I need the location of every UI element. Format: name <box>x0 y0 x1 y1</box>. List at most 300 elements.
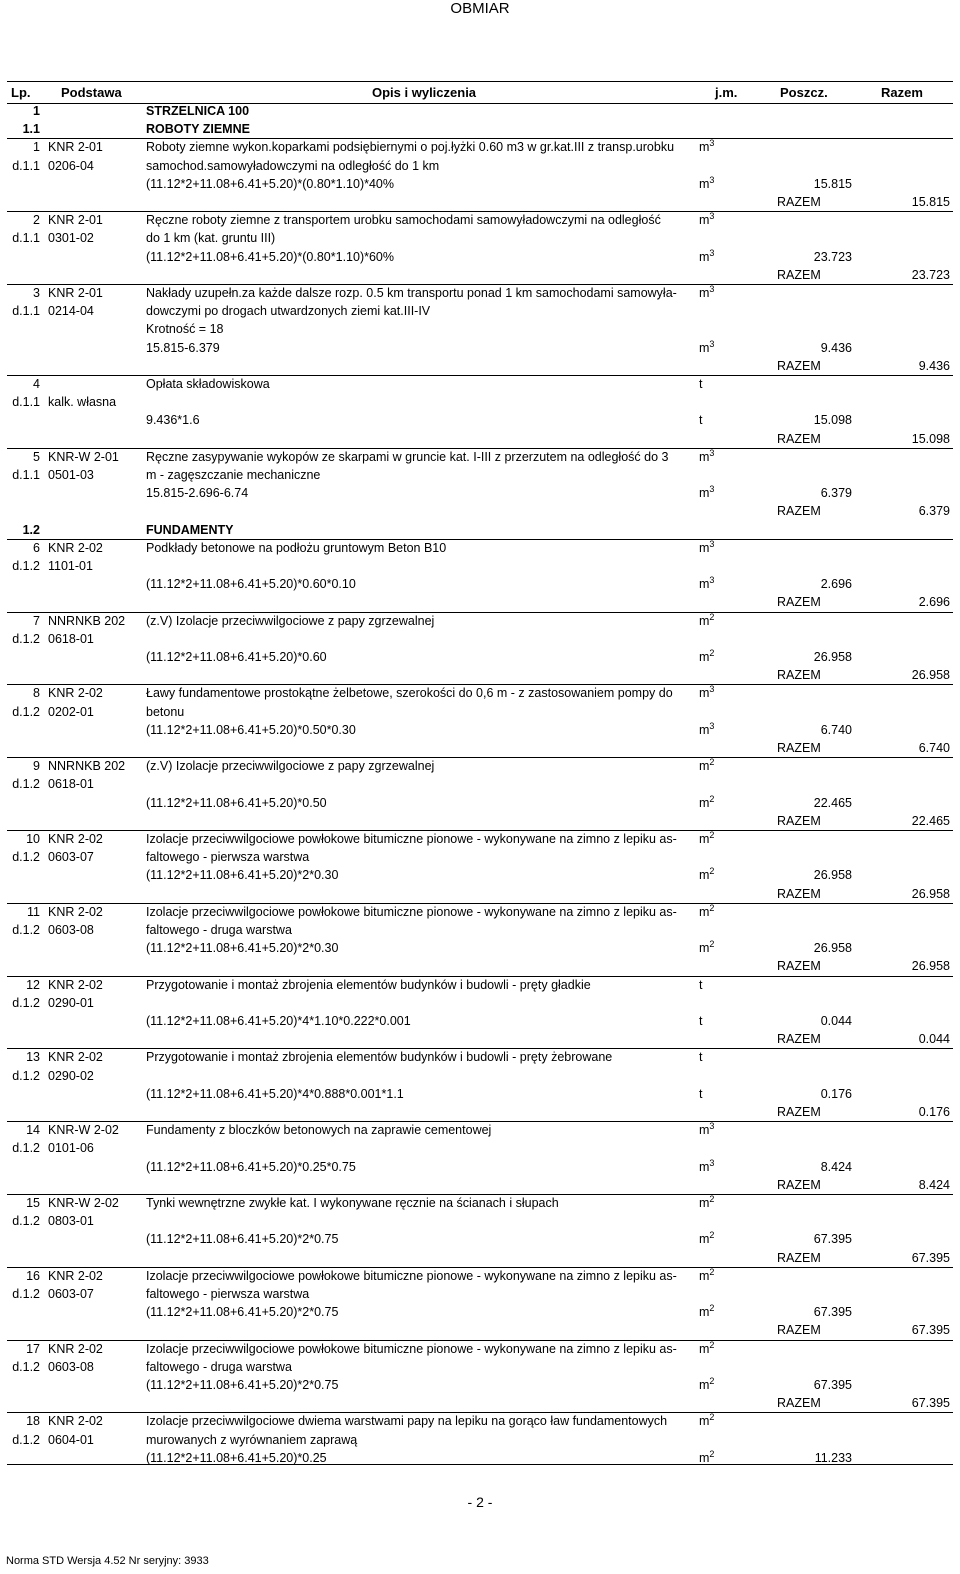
item-description-line: Podkłady betonowe na podłożu gruntowym Beton B10 <box>146 540 447 555</box>
item-number: 8 <box>33 686 40 701</box>
item-line <box>7 1340 953 1358</box>
item-unit-exponent: 2 <box>709 611 715 622</box>
item-source-catalog: KNR 2-02 <box>48 1268 103 1283</box>
item-quantity: 15.815 <box>813 176 852 191</box>
item-description-line: (z.V) Izolacje przeciwwilgociowe z papy zgrzewalnej <box>146 613 435 628</box>
item-line <box>7 703 953 721</box>
razem-row <box>7 957 953 975</box>
item-line <box>7 830 953 848</box>
item-quantity: 2.696 <box>820 577 852 592</box>
razem-label: RAZEM <box>777 813 821 828</box>
calc-unit-exponent: 2 <box>709 1448 715 1459</box>
item-unit <box>699 1340 714 1358</box>
item-calculation: (11.12*2+11.08+6.41+5.20)*(0.80*1.10)*40% <box>146 176 394 191</box>
item-unit-base: t <box>699 1050 703 1065</box>
item-unit <box>699 903 714 921</box>
calc-unit-base: m <box>699 650 710 664</box>
item-source-position: 0501-03 <box>48 468 94 482</box>
item-line <box>7 976 953 994</box>
calculation-row <box>7 939 953 957</box>
item-description-line: do 1 km (kat. gruntu III) <box>146 231 276 246</box>
item-source-position: 0604-01 <box>48 1432 94 1447</box>
section-number: 1.1 <box>22 122 40 137</box>
calculation-row <box>7 866 953 884</box>
item-ref: d.1.2 <box>12 995 40 1010</box>
item-unit-exponent: 2 <box>709 757 715 768</box>
razem-label: RAZEM <box>777 267 821 282</box>
item-unit-base: m <box>699 1196 710 1210</box>
item-calculation: 15.815-6.379 <box>146 340 220 355</box>
item-description-line: samochod.samowyładowczymi na odległość do 1 km <box>146 158 440 173</box>
item-quantity: 26.958 <box>813 868 852 883</box>
item-number: 9 <box>33 759 40 774</box>
calc-unit <box>699 866 714 884</box>
item-number: 12 <box>26 977 40 992</box>
item-source-position: 0603-07 <box>48 850 94 865</box>
calc-unit-exponent: 2 <box>709 866 715 877</box>
razem-row <box>7 1103 953 1121</box>
calc-unit-exponent: 3 <box>709 247 715 258</box>
item-description-line: Krotność = 18 <box>146 322 224 337</box>
calc-unit-base: m <box>699 1159 710 1174</box>
razem-row <box>7 357 953 375</box>
item-description-line: Ławy fundamentowe prostokątne żelbetowe, szerokości do 0,6 m - z zastosowaniem pompy do <box>146 686 673 701</box>
item-description-line: (z.V) Izolacje przeciwwilgociowe z papy zgrzewalnej <box>146 759 435 774</box>
razem-total: 2.696 <box>918 595 950 610</box>
item-description-line: Ręczne roboty ziemne z transportem urobku samochodami samowyładowczymi na odległość <box>146 213 661 228</box>
calc-unit <box>699 1012 702 1030</box>
calc-unit <box>699 175 714 193</box>
calc-unit <box>699 575 714 593</box>
item-number: 13 <box>26 1050 40 1065</box>
section-title: STRZELNICA 100 <box>146 104 250 118</box>
item-line <box>7 1412 953 1430</box>
item-ref: d.1.2 <box>12 1359 40 1374</box>
item-quantity: 67.395 <box>813 1378 852 1392</box>
item-calculation: (11.12*2+11.08+6.41+5.20)*4*1.10*0.222*0.001 <box>146 1014 411 1028</box>
calc-unit-base: m <box>699 1305 710 1320</box>
section-number: 1.2 <box>22 522 40 537</box>
item-number: 14 <box>26 1123 40 1138</box>
item-ref: d.1.2 <box>12 559 40 573</box>
header-jm: j.m. <box>715 85 738 100</box>
page-number: - 2 - <box>467 1494 493 1510</box>
calculation-row <box>7 648 953 666</box>
calc-unit-base: t <box>699 1086 703 1101</box>
item-unit <box>699 539 714 557</box>
item-unit-exponent: 3 <box>709 684 715 695</box>
item-unit <box>699 1412 714 1430</box>
calculation-row <box>7 1376 953 1394</box>
calc-unit-exponent: 3 <box>709 174 715 185</box>
calculation-row <box>7 175 953 193</box>
item-line <box>7 1121 953 1139</box>
razem-label: RAZEM <box>777 195 821 209</box>
item-description-line: Izolacje przeciwwilgociowe dwiema warstwami papy na lepiku na gorąco ław fundamentowych <box>146 1414 668 1429</box>
item-unit <box>699 976 702 994</box>
item-unit-exponent: 2 <box>709 1412 715 1423</box>
item-description-line: dowczymi po drogach utwardzonych ziemi kat.III-IV <box>146 304 431 319</box>
razem-label: RAZEM <box>777 1396 821 1411</box>
item-description-line: betonu <box>146 704 185 719</box>
calc-unit-exponent: 3 <box>709 575 715 586</box>
calculation-row <box>7 794 953 812</box>
calc-unit <box>699 794 714 812</box>
item-unit <box>699 1194 714 1212</box>
razem-label: RAZEM <box>777 358 821 373</box>
razem-label: RAZEM <box>777 595 821 610</box>
item-calculation: (11.12*2+11.08+6.41+5.20)*0.25 <box>146 1450 327 1465</box>
item-unit <box>699 757 714 775</box>
item-unit <box>699 1121 714 1139</box>
item-line <box>7 775 953 793</box>
item-ref: d.1.2 <box>12 850 40 865</box>
item-calculation: (11.12*2+11.08+6.41+5.20)*0.60 <box>146 650 327 664</box>
table-header <box>7 81 953 104</box>
item-description-line: murowanych z wyrównaniem zaprawą <box>146 1432 358 1447</box>
razem-row <box>7 430 953 448</box>
item-description-line: faltowego - pierwsza warstwa <box>146 1287 310 1301</box>
item-description-line: Tynki wewnętrzne zwykłe kat. I wykonywane ręcznie na ścianach i słupach <box>146 1196 559 1210</box>
item-number: 1 <box>33 140 40 155</box>
calc-unit <box>699 721 714 739</box>
item-number: 16 <box>26 1268 40 1283</box>
header-podstawa: Podstawa <box>61 85 122 100</box>
item-number: 11 <box>27 904 40 919</box>
razem-total: 15.815 <box>911 195 950 209</box>
item-line <box>7 229 953 247</box>
item-ref: d.1.2 <box>12 1287 40 1301</box>
calc-unit-base: m <box>699 1378 710 1392</box>
item-unit-exponent: 2 <box>709 829 715 840</box>
razem-label: RAZEM <box>777 959 821 974</box>
item-source-catalog: KNR 2-02 <box>48 1414 103 1429</box>
item-unit <box>699 211 714 229</box>
item-number: 4 <box>33 377 40 391</box>
calc-unit <box>699 339 714 357</box>
calc-unit-base: m <box>699 1450 710 1465</box>
item-ref: d.1.2 <box>12 923 40 937</box>
item-number: 7 <box>33 613 40 628</box>
razem-total: 9.436 <box>918 358 950 373</box>
calculation-row <box>7 1085 953 1103</box>
item-unit-base: m <box>699 213 710 228</box>
item-line <box>7 903 953 921</box>
calc-unit <box>699 1085 702 1103</box>
item-ref: d.1.2 <box>12 1432 40 1447</box>
razem-total: 0.176 <box>918 1105 950 1119</box>
item-unit-exponent: 2 <box>709 902 715 913</box>
razem-total: 67.395 <box>911 1396 950 1411</box>
item-line <box>7 393 953 411</box>
item-unit-exponent: 3 <box>709 538 715 549</box>
item-number: 6 <box>33 540 40 555</box>
razem-label: RAZEM <box>777 1250 821 1265</box>
item-unit <box>699 830 714 848</box>
item-ref: d.1.2 <box>12 1141 40 1156</box>
item-unit-base: m <box>699 540 710 555</box>
item-line <box>7 138 953 156</box>
item-source-position: 0618-01 <box>48 777 94 792</box>
item-quantity: 67.395 <box>813 1232 852 1247</box>
item-source-position: 0603-07 <box>48 1287 94 1301</box>
calc-unit-base: m <box>699 249 710 264</box>
item-source-catalog: KNR 2-02 <box>48 832 103 846</box>
item-line <box>7 612 953 630</box>
item-source-catalog: KNR-W 2-02 <box>48 1123 119 1138</box>
razem-row <box>7 666 953 684</box>
item-ref: d.1.1 <box>12 158 40 173</box>
item-line <box>7 757 953 775</box>
calc-unit <box>699 1303 714 1321</box>
item-unit-exponent: 3 <box>709 138 715 149</box>
calc-unit-base: m <box>699 795 710 810</box>
item-unit-base: m <box>699 140 710 155</box>
item-line <box>7 1358 953 1376</box>
item-unit-exponent: 2 <box>709 1339 715 1350</box>
item-description-line: Fundamenty z bloczków betonowych na zaprawie cementowej <box>146 1123 492 1138</box>
item-unit-exponent: 3 <box>709 211 715 222</box>
calculation-row <box>7 484 953 502</box>
razem-total: 22.465 <box>911 813 950 828</box>
razem-label: RAZEM <box>777 1032 821 1047</box>
razem-label: RAZEM <box>777 431 821 446</box>
item-source-position: 0618-01 <box>48 631 94 646</box>
item-number: 3 <box>33 286 40 300</box>
item-quantity: 8.424 <box>820 1159 852 1174</box>
table-bottom-rule <box>7 1464 953 1465</box>
item-ref: d.1.2 <box>12 631 40 646</box>
item-unit-base: m <box>699 686 710 701</box>
razem-label: RAZEM <box>777 1177 821 1192</box>
razem-total: 23.723 <box>911 267 950 282</box>
item-description-line: m - zagęszczanie mechaniczne <box>146 468 321 482</box>
item-description-line: Ręczne zasypywanie wykopów ze skarpami w gruncie kat. I-III z przerzutem na odległość do 3 <box>146 449 669 464</box>
item-unit <box>699 612 714 630</box>
section-row <box>7 102 953 120</box>
item-source-catalog: KNR 2-02 <box>48 686 103 701</box>
item-line <box>7 1194 953 1212</box>
item-description-line: faltowego - pierwsza warstwa <box>146 850 310 865</box>
item-line <box>7 1048 953 1066</box>
calculation-row <box>7 248 953 266</box>
item-description-line: Opłata składowiskowa <box>146 377 270 391</box>
item-line <box>7 1431 953 1449</box>
item-source-position: 0603-08 <box>48 923 94 937</box>
item-unit-base: m <box>699 1123 710 1138</box>
item-source-catalog: KNR 2-02 <box>48 1050 103 1065</box>
item-description-line: faltowego - druga warstwa <box>146 1359 292 1374</box>
calc-unit-exponent: 3 <box>709 338 715 349</box>
item-calculation: 9.436*1.6 <box>146 413 200 428</box>
razem-row <box>7 885 953 903</box>
item-source-catalog: KNR-W 2-02 <box>48 1196 119 1210</box>
item-line <box>7 211 953 229</box>
calc-unit-exponent: 3 <box>709 720 715 731</box>
razem-label: RAZEM <box>777 741 821 755</box>
item-source-catalog: KNR 2-01 <box>48 213 103 228</box>
calc-unit-exponent: 2 <box>709 1303 715 1314</box>
item-quantity: 0.176 <box>820 1086 852 1101</box>
header-lp: Lp. <box>11 85 31 100</box>
calc-unit <box>699 411 702 429</box>
item-source-catalog: KNR 2-02 <box>48 540 103 555</box>
item-calculation: (11.12*2+11.08+6.41+5.20)*0.50*0.30 <box>146 722 356 737</box>
razem-row <box>7 193 953 211</box>
razem-row <box>7 266 953 284</box>
razem-total: 67.395 <box>911 1250 950 1265</box>
item-description-line: Nakłady uzupełn.za każde dalsze rozp. 0.5 km transportu ponad 1 km samochodami samowyła- <box>146 286 677 300</box>
item-unit-base: t <box>699 377 703 391</box>
item-unit <box>699 448 714 466</box>
item-quantity: 9.436 <box>820 340 852 355</box>
razem-total: 26.958 <box>911 959 950 974</box>
item-unit-base: m <box>699 449 710 464</box>
item-line <box>7 320 953 338</box>
item-unit <box>699 138 714 156</box>
item-source-catalog: NNRNKB 202 <box>48 759 126 774</box>
page-title: OBMIAR <box>450 0 510 17</box>
header-opis: Opis i wyliczenia <box>372 85 477 100</box>
footer-software-info: Norma STD Wersja 4.52 Nr seryjny: 3933 <box>6 1555 209 1567</box>
item-quantity: 6.379 <box>820 486 852 501</box>
item-line <box>7 157 953 175</box>
item-description-line: faltowego - druga warstwa <box>146 923 292 937</box>
razem-row <box>7 1249 953 1267</box>
item-description-line: Roboty ziemne wykon.koparkami podsiębiernymi o poj.łyżki 0.60 m3 w gr.kat.III z transp.urobku <box>146 140 675 155</box>
item-description-line: Przygotowanie i montaż zbrojenia elementów budynków i budowli - pręty gładkie <box>146 977 591 992</box>
item-unit-base: m <box>699 904 710 919</box>
item-unit-exponent: 3 <box>709 283 715 294</box>
razem-row <box>7 502 953 520</box>
item-quantity: 26.958 <box>813 941 852 956</box>
item-quantity: 22.465 <box>813 795 852 810</box>
item-number: 10 <box>26 832 40 846</box>
item-source-catalog: KNR 2-02 <box>48 1341 103 1356</box>
item-description-line: Izolacje przeciwwilgociowe powłokowe bitumiczne pionowe - wykonywane na zimno z lepiku as- <box>146 832 677 846</box>
item-line <box>7 848 953 866</box>
item-source-position: 0803-01 <box>48 1214 94 1229</box>
header-poszcz: Poszcz. <box>780 85 828 100</box>
item-unit <box>699 1048 702 1066</box>
item-unit-exponent: 2 <box>709 1266 715 1277</box>
item-number: 18 <box>26 1414 40 1429</box>
calc-unit-base: m <box>699 340 710 355</box>
calc-unit-base: t <box>699 1014 703 1028</box>
item-number: 15 <box>26 1196 40 1210</box>
item-ref: d.1.2 <box>12 777 40 792</box>
calculation-row <box>7 411 953 429</box>
calc-unit <box>699 248 714 266</box>
calc-unit-exponent: 2 <box>709 793 715 804</box>
calc-unit-base: m <box>699 577 710 592</box>
item-number: 17 <box>26 1341 40 1356</box>
item-calculation: (11.12*2+11.08+6.41+5.20)*0.25*0.75 <box>146 1159 356 1174</box>
razem-label: RAZEM <box>777 504 821 519</box>
item-quantity: 23.723 <box>813 249 852 264</box>
calculation-row <box>7 575 953 593</box>
calc-unit-base: t <box>699 413 703 428</box>
razem-label: RAZEM <box>777 668 821 683</box>
item-quantity: 26.958 <box>813 650 852 664</box>
calc-unit-base: m <box>699 941 710 956</box>
item-line <box>7 1139 953 1157</box>
item-unit-base: m <box>699 613 710 628</box>
calc-unit <box>699 1376 714 1394</box>
item-calculation: (11.12*2+11.08+6.41+5.20)*4*0.888*0.001*1.1 <box>146 1086 404 1101</box>
item-quantity: 67.395 <box>813 1305 852 1320</box>
calc-unit <box>699 1230 714 1248</box>
calc-unit-base: m <box>699 176 710 191</box>
calc-unit <box>699 939 714 957</box>
item-source-position: 0603-08 <box>48 1359 94 1374</box>
calc-unit <box>699 648 714 666</box>
item-calculation: (11.12*2+11.08+6.41+5.20)*2*0.30 <box>146 941 339 956</box>
calc-unit-exponent: 3 <box>709 484 715 495</box>
razem-total: 26.958 <box>911 668 950 683</box>
calculation-row <box>7 1230 953 1248</box>
calc-unit-exponent: 3 <box>709 1157 715 1168</box>
razem-label: RAZEM <box>777 1105 821 1119</box>
item-ref: d.1.1 <box>12 395 40 410</box>
item-line <box>7 539 953 557</box>
calc-unit-exponent: 2 <box>709 939 715 950</box>
item-source-position: 0214-04 <box>48 304 94 319</box>
item-source-position: 0101-06 <box>48 1141 94 1156</box>
item-calculation: 15.815-2.696-6.74 <box>146 486 249 501</box>
calc-unit-base: m <box>699 868 710 883</box>
razem-total: 8.424 <box>918 1177 950 1192</box>
item-source-position: 0290-01 <box>48 995 94 1010</box>
item-number: 2 <box>33 213 40 228</box>
item-unit-base: m <box>699 1268 710 1283</box>
item-line <box>7 1212 953 1230</box>
item-unit-exponent: 2 <box>709 1193 715 1204</box>
item-ref: d.1.2 <box>12 1214 40 1229</box>
section-title: FUNDAMENTY <box>146 522 234 537</box>
header-razem: Razem <box>881 85 923 100</box>
item-source-catalog: KNR 2-02 <box>48 977 103 992</box>
item-source-position: 0290-02 <box>48 1068 94 1083</box>
item-description-line: Przygotowanie i montaż zbrojenia elementów budynków i budowli - pręty żebrowane <box>146 1050 613 1065</box>
item-calculation: (11.12*2+11.08+6.41+5.20)*(0.80*1.10)*60% <box>146 249 394 264</box>
item-unit-base: m <box>699 832 710 846</box>
item-description-line: Izolacje przeciwwilgociowe powłokowe bitumiczne pionowe - wykonywane na zimno z lepiku as- <box>146 1341 677 1356</box>
razem-row <box>7 1321 953 1339</box>
item-source-catalog: KNR 2-01 <box>48 286 103 300</box>
item-source-position: 0202-01 <box>48 704 94 719</box>
razem-row <box>7 593 953 611</box>
calculation-row <box>7 1158 953 1176</box>
item-source-catalog: KNR 2-02 <box>48 904 103 919</box>
item-calculation: (11.12*2+11.08+6.41+5.20)*2*0.75 <box>146 1378 339 1392</box>
calculation-row <box>7 721 953 739</box>
razem-row <box>7 812 953 830</box>
calc-unit-base: m <box>699 722 710 737</box>
item-line <box>7 1285 953 1303</box>
item-unit <box>699 684 714 702</box>
item-line <box>7 557 953 575</box>
item-description-line: Izolacje przeciwwilgociowe powłokowe bitumiczne pionowe - wykonywane na zimno z lepiku as- <box>146 904 677 919</box>
item-unit <box>699 1267 714 1285</box>
item-unit-base: m <box>699 759 710 774</box>
section-title: ROBOTY ZIEMNE <box>146 122 250 137</box>
item-source-position: 0206-04 <box>48 158 94 173</box>
item-source-position: 0301-02 <box>48 231 94 246</box>
item-ref: d.1.1 <box>12 304 40 319</box>
razem-total: 0.044 <box>918 1032 950 1047</box>
item-quantity: 6.740 <box>820 722 852 737</box>
